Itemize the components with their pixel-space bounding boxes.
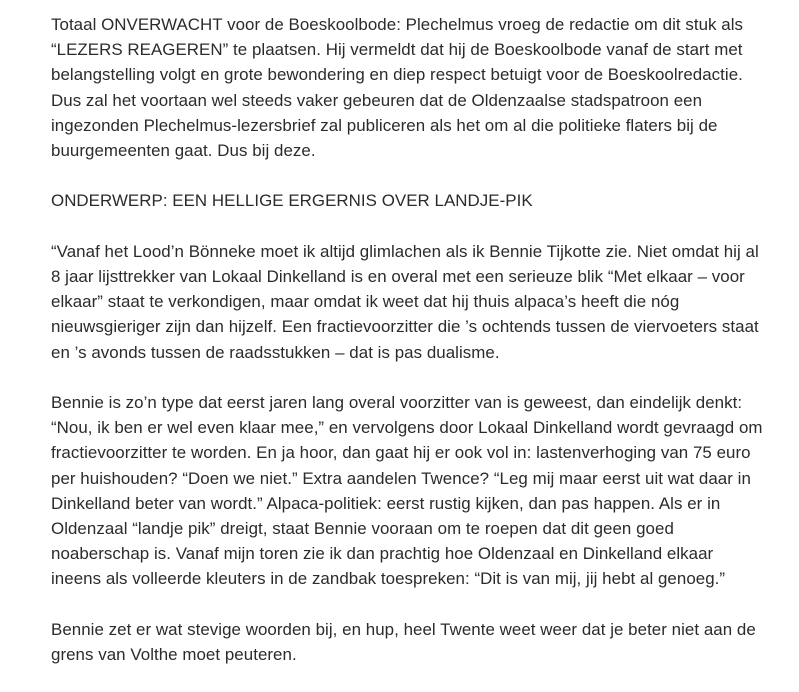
document-body: [51, 12, 767, 692]
body-paragraph-3: Bennie zet er wat stevige woorden bij, en hup, heel Twente weet weer dat je beter niet aan de grens van Volthe moet peuteren.: [51, 619, 756, 665]
body-paragraph-2: Bennie is zo’n type dat eerst jaren lang overal voorzitter van is geweest, dan eindelijk denkt: “Nou, ik ben er wel even klaar mee,” en vervolgens door Lokaal Dinkelland wordt gevraagd om fractievoorzitter te worden. En ja hoor, dan gaat hij er ook vol in: lastenverhoging van 75 euro per huishouden? “Doen we niet.” Extra aandelen Twence? “Leg mij maar eerst uit wat daar in Dinkelland beter van wordt.” Alpaca-politiek: eerst rustig kijken, dan pas happen. Als er in Oldenzaal “landje pik” dreigt, staat Bennie vooraan om te roepen dat dit geen goed noaberschap is. Vanaf mijn toren zie ik dan prachtig hoe Oldenzaal en Dinkelland elkaar ineens als volleerde kleuters in de zandbak toespreken: “Dit is van mij, jij hebt al genoeg.”: [51, 393, 763, 589]
body-paragraph-1: “Vanaf het Lood’n Bönneke moet ik altijd glimlachen als ik Bennie Tijkotte zie. Niet omdat hij al 8 jaar lijsttrekker van Lokaal Dinkelland is en overal met een serieuze blik “Met elkaar – voor elkaar” staat te verkondigen, maar omdat ik weet dat hij thuis alpaca’s heeft die nóg nieuwsgieriger zijn dan hijzelf. Een fractievoorzitter die ’s ochtends tussen de viervoeters staat en ’s avonds tussen de raadsstukken – dat is pas dualisme.: [51, 241, 759, 362]
intro-paragraph: Totaal ONVERWACHT voor de Boeskoolbode: Plechelmus vroeg de redactie om dit stuk als “LEZERS REAGEREN” te plaatsen. Hij vermeldt dat hij de Boeskoolbode vanaf de start met belangstelling volgt en grote bewondering en diep respect betuigt voor de Boeskoolredactie. Dus zal het voortaan wel steeds vaker gebeuren dat de Oldenzaalse stadspatroon een ingezonden Plechelmus-lezersbrief zal publiceren als het om al die politieke flaters bij de buurgemeenten gaat. Dus bij deze.: [51, 15, 744, 161]
subject-heading: ONDERWERP: EEN HELLIGE ERGERNIS OVER LANDJE-PIK: [51, 191, 533, 211]
